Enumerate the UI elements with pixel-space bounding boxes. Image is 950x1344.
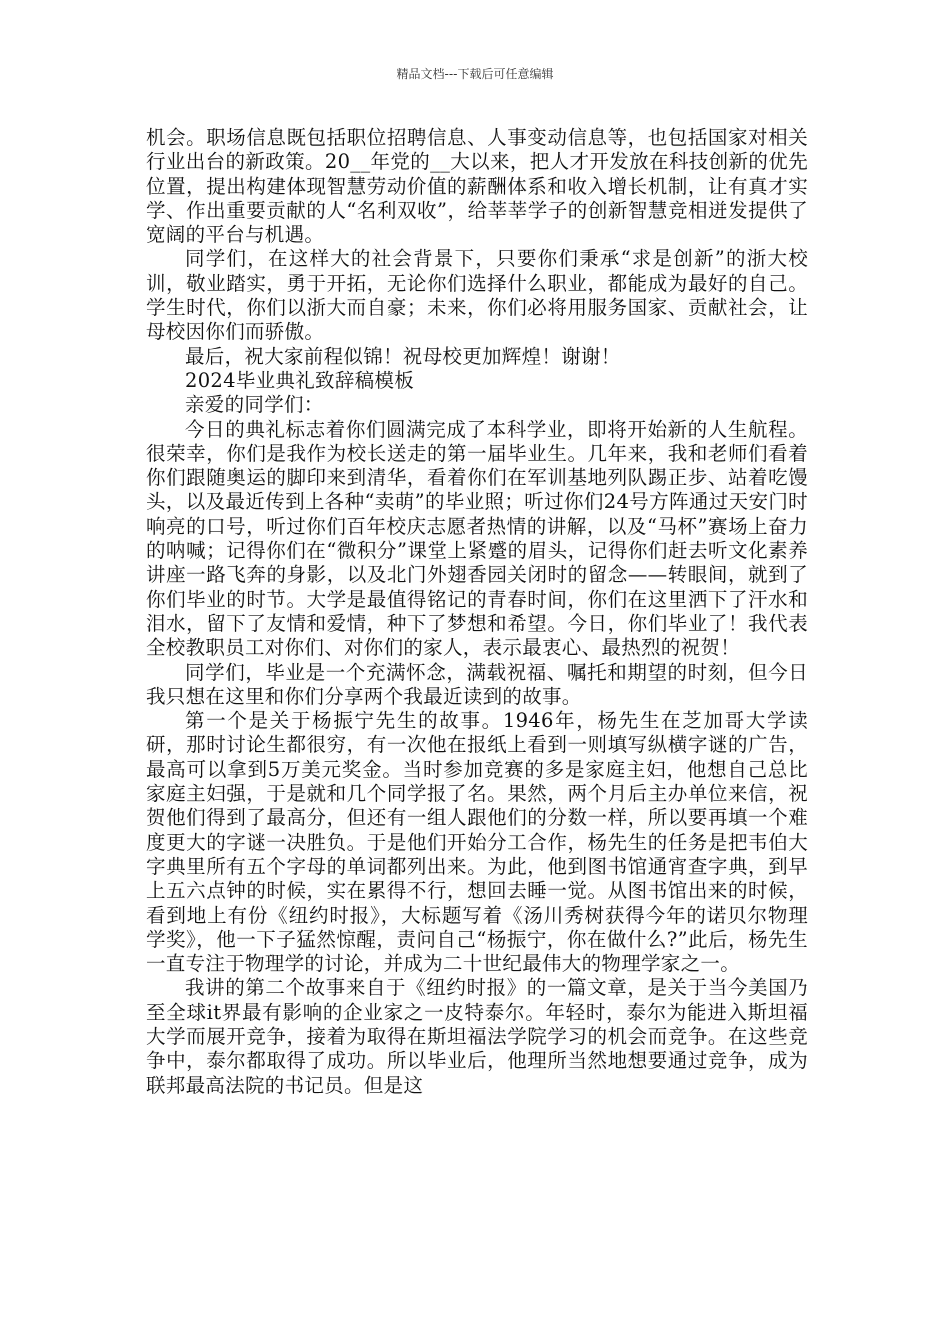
salutation: 亲爱的同学们：	[185, 393, 324, 417]
paragraph-2: 同学们，在这样大的社会背景下，只要你们秉承“求是创新”的浙大校训，敬业踏实，勇于开拓，无论你们选择什么职业，都能成为最好的自己。学生时代，你们以浙大而自豪；未来，你们必将用服务国家、贡献社会，让母校因你们而骄傲。	[146, 247, 808, 344]
page-header: 精品文档---下载后可任意编辑	[396, 67, 554, 81]
paragraph-3: 最后，祝大家前程似锦！祝母校更加辉煌！谢谢！	[185, 344, 621, 368]
paragraph-7: 同学们，毕业是一个充满怀念，满载祝福、嘱托和期望的时刻，但今日我只想在这里和你们分享两个我最近读到的故事。	[146, 660, 808, 708]
document-title: 2024毕业典礼致辞稿模板	[185, 368, 415, 392]
paragraph-8: 第一个是关于杨振宁先生的故事。1946年，杨先生在芝加哥大学读研，那时讨论生都很穷，有一次他在报纸上看到一则填写纵横字谜的广告，最高可以拿到5万美元奖金。当时参加竞赛的多是家庭主妇，他想自己总比家庭主妇强，于是就和几个同学报了名。果然，两个月后主办单位来信，祝贺他们得到了最高分，但还有一组人跟他们的分数一样，所以要再填一个难度更大的字谜一决胜负。于是他们开始分工合作，杨先生的任务是把韦伯大字典里所有五个字母的单词都列出来。为此，他到图书馆通宵查字典，到早上五六点钟的时候，实在累得不行，想回去睡一觉。从图书馆出来的时候，看到地上有份《纽约时报》，大标题写着《汤川秀树获得今年的诺贝尔物理学奖》，他一下子猛然惊醒，责问自己“杨振宁，你在做什么?”此后，杨先生一直专注于物理学的讨论，并成为二十世纪最伟大的物理学家之一。	[146, 709, 808, 976]
document-body	[146, 126, 808, 1098]
paragraph-1: 机会。职场信息既包括职位招聘信息、人事变动信息等，也包括国家对相关行业出台的新政策。20__年党的__大以来，把人才开发放在科技创新的优先位置，提出构建体现智慧劳动价值的薪酬体系和收入增长机制，让有真才实学、作出重要贡献的人“名利双收”，给莘莘学子的创新智慧竞相迸发提供了宽阔的平台与机遇。	[146, 126, 808, 247]
paragraph-9: 我讲的第二个故事来自于《纽约时报》的一篇文章，是关于当今美国乃至全球it界最有影响的企业家之一皮特泰尔。年轻时，泰尔为能进入斯坦福大学而展开竞争，接着为取得在斯坦福法学院学习的机会而竞争。在这些竞争中，泰尔都取得了成功。所以毕业后，他理所当然地想要通过竞争，成为联邦最高法院的书记员。但是这	[146, 976, 808, 1097]
paragraph-6: 今日的典礼标志着你们圆满完成了本科学业，即将开始新的人生航程。很荣幸，你们是我作为校长送走的第一届毕业生。几年来，我和老师们看着你们跟随奥运的脚印来到清华，看着你们在军训基地列队踢正步、站着吃馒头，以及最近传到上各种“卖萌”的毕业照；听过你们24号方阵通过天安门时响亮的口号，听过你们百年校庆志愿者热情的讲解，以及“马杯”赛场上奋力的呐喊；记得你们在“微积分”课堂上紧蹙的眉头，记得你们赶去听文化素养讲座一路飞奔的身影，以及北门外翅香园关闭时的留念——转眼间，就到了你们毕业的时节。大学是最值得铭记的青春时间，你们在这里洒下了汗水和泪水，留下了友情和爱情，种下了梦想和希望。今日，你们毕业了！我代表全校教职员工对你们、对你们的家人，表示最衷心、最热烈的祝贺！	[146, 417, 808, 660]
